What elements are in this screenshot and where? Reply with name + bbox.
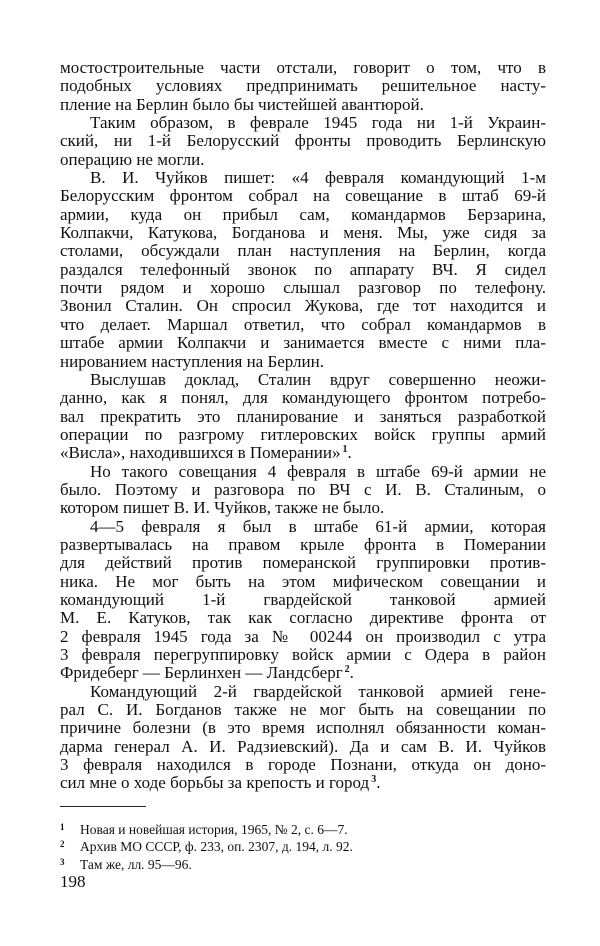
text-line [60,96,546,114]
text-line [60,59,546,77]
text-line [60,279,546,297]
text-line [60,169,546,187]
text-line [60,408,546,426]
page-number: 198 [60,872,86,891]
text-line [60,187,546,205]
line-text: Командующий 2-й гвардейской танковой армией гене- [90,681,546,701]
text-line [60,701,546,719]
line-text: М. Е. Катуков, так как согласно директиве фронта от [60,608,546,628]
line-text: армии, куда он прибыл сам, командармов Берзарина, [60,204,546,224]
text-line [60,591,546,609]
footnote-number: 1 [60,822,65,832]
footnote-marker: 2 [344,664,350,676]
line-text: Но такого совещания 4 февраля в штабе 69-й армии не [90,461,546,481]
line-text: для действий против померанской группировки против- [60,553,546,573]
line-text: «Висла», находившихся в Померании» [60,443,341,463]
text-line [60,261,546,279]
text-line [60,444,546,462]
line-text: дарма генерал А. И. Радзиевский). Да и сам В. И. Чуйков [60,736,546,756]
text-line [60,554,546,572]
line-text: было. Поэтому и разговора по ВЧ с И. В. Сталиным, о [60,479,546,499]
text-line [60,774,546,792]
footnote-text: Новая и новейшая история, 1965, № 2, с. 6—7. [80,822,348,837]
text-line [60,353,546,371]
text-line [60,499,546,517]
footnote-marker: 1 [342,444,348,456]
text-line [60,719,546,737]
line-text: пление на Берлин было бы чистейшей авантюрой. [60,94,424,114]
footnotes [60,820,540,872]
line-text: подобных условиях предпринимать решительное насту- [60,76,546,96]
line-text: котором пишет В. И. Чуйков, также не было. [60,498,385,518]
line-text: данно, как я понял, для командующего фронтом потребо- [60,388,546,408]
text-line [60,683,546,701]
text-line [60,77,546,95]
line-text: Белорусским фронтом собрал на совещание в штаб 69-й [60,186,546,206]
footnote [60,855,540,872]
text-line [60,316,546,334]
line-tail: . [376,773,381,793]
line-text: нированием наступления на Берлин. [60,351,324,371]
line-text: причине болезни (в это время исполнял обязанности коман- [60,718,546,738]
line-text: командующий 1-й гвардейской танковой армией [60,589,546,609]
text-line [60,371,546,389]
footnote-text: Архив МО СССР, ф. 233, оп. 2307, д. 194, л. 92. [80,839,353,855]
line-tail: . [349,663,354,683]
line-text: Таким образом, в феврале 1945 года ни 1-й Украин- [90,113,546,133]
text-line [60,224,546,242]
line-text: В. И. Чуйков пишет: «4 февраля командующий 1-м [90,168,546,188]
line-text: что делает. Маршал ответил, что собрал командармов в [60,314,546,334]
line-text: операции по разгрому гитлеровских войск группы армий [60,424,546,444]
line-text: штабе армии Колпакчи и занимается вместе с ними пла- [60,333,546,353]
line-text: мостостроительные части отстали, говорит о том, что в [60,58,546,77]
footnote-number: 2 [60,839,65,850]
line-text: Звонил Сталин. Он спросил Жукова, где тот находится и [60,296,546,316]
line-text: вал прекратить это планирование и заняться разработкой [60,406,546,426]
text-line [60,628,546,646]
line-text: 3 февраля перегруппировку войск армии с Одера в район [60,645,546,664]
line-text: ника. Не мог быть на этом мифическом совещании и [60,571,546,591]
text-line [60,206,546,224]
line-text: 3 февраля находился в городе Познани, откуда он доно- [60,755,546,775]
footnote [60,820,540,837]
text-line [60,518,546,536]
text-line [60,738,546,756]
text-line [60,756,546,774]
line-text: столами, обсуждали план наступления на Берлин, когда [60,241,546,261]
line-text: 4—5 февраля я был в штабе 61-й армии, которая [90,516,546,536]
text-line [60,609,546,627]
line-text: 2 февраля 1945 года за № 00244 он производил с утра [60,626,546,646]
line-text: Колпакчи, Катукова, Богданова и меня. Мы, уже сидя за [60,223,546,243]
footnote-marker: 3 [371,774,377,786]
line-text: сил мне о ходе борьбы за крепость и город [60,773,370,793]
footnote-number: 3 [60,856,65,867]
line-text: ский, ни 1-й Белорусский фронты проводить Берлинскую [60,131,546,151]
text-line [60,389,546,407]
footnote-divider [60,806,146,807]
text-line [60,114,546,132]
text-line [60,536,546,554]
text-line [60,463,546,481]
line-text: Выслушав доклад, Сталин вдруг совершенно неожи- [90,369,546,389]
line-tail: . [347,443,352,463]
line-text: раздался телефонный звонок по аппарату ВЧ. Я сидел [60,259,546,279]
body-text [60,59,546,793]
line-text: рал С. И. Богданов также не мог быть на совещании по [60,700,546,720]
text-line [60,664,546,682]
text-line [60,132,546,150]
text-line [60,334,546,352]
line-text: Фридеберг — Берлинхен — Ландсберг [60,663,343,683]
text-line [60,426,546,444]
text-line [60,646,546,664]
text-line [60,481,546,499]
line-text: операцию не могли. [60,149,205,169]
text-line [60,573,546,591]
text-line [60,297,546,315]
footnote-text: Там же, лл. 95—96. [80,856,192,872]
footnote [60,837,540,854]
line-text: почти рядом и хорошо слышал разговор по телефону. [60,278,546,298]
text-line [60,151,546,169]
text-line [60,242,546,260]
line-text: развертывалась на правом крыле фронта в Померании [60,534,546,554]
